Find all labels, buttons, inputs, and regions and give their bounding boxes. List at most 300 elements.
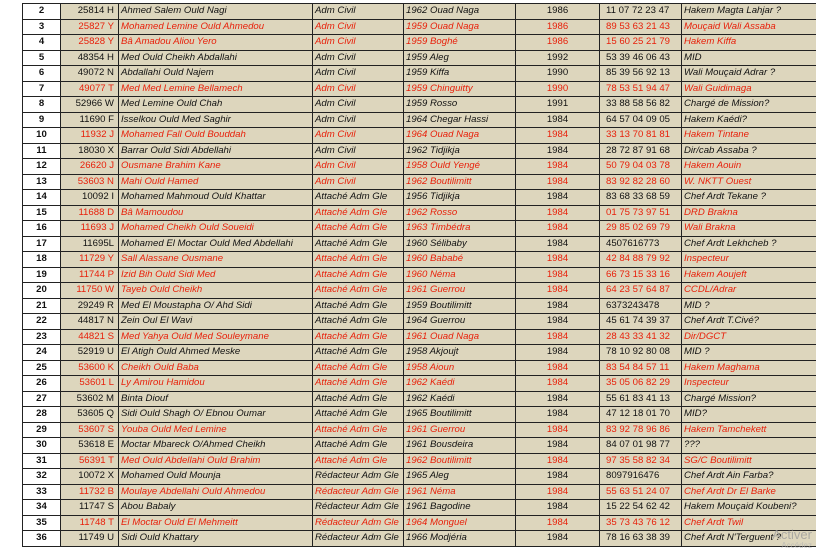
position-cell: Wali Brakna	[682, 221, 816, 237]
matricule-cell: 11729 Y	[61, 252, 119, 268]
birth-cell: 1964 Guerrou	[404, 314, 516, 330]
left-margin	[0, 0, 20, 548]
phone-cell: 85 39 56 92 13	[600, 66, 682, 82]
table-row	[23, 4, 816, 20]
position-cell: Chef Ardt Twil	[682, 515, 816, 531]
position-cell: Dir/cab Assaba ?	[682, 143, 816, 159]
position-cell: Chef Ardt N'Terguent ?	[682, 531, 816, 547]
name-cell: Youba Ould Med Lemine	[119, 422, 313, 438]
corps-cell: Rédacteur Adm Gle	[313, 515, 404, 531]
corps-cell: Rédacteur Adm Gle	[313, 469, 404, 485]
corps-cell: Attaché Adm Gle	[313, 283, 404, 299]
recruitment-year-cell: 1984	[516, 283, 600, 299]
phone-cell: 15 60 25 21 79	[600, 35, 682, 51]
matricule-cell: 11744 P	[61, 267, 119, 283]
phone-cell: 50 79 04 03 78	[600, 159, 682, 175]
corps-cell: Adm Civil	[313, 128, 404, 144]
birth-cell: 1959 Kiffa	[404, 66, 516, 82]
table-row	[23, 267, 816, 283]
corps-cell: Adm Civil	[313, 66, 404, 82]
row-number: 23	[23, 329, 61, 345]
corps-cell: Adm Civil	[313, 143, 404, 159]
recruitment-year-cell: 1984	[516, 500, 600, 516]
matricule-cell: 53602 M	[61, 391, 119, 407]
recruitment-year-cell: 1984	[516, 159, 600, 175]
corps-cell: Attaché Adm Gle	[313, 360, 404, 376]
table-row	[23, 422, 816, 438]
birth-cell: 1962 Rosso	[404, 205, 516, 221]
table-row	[23, 360, 816, 376]
matricule-cell: 53603 N	[61, 174, 119, 190]
table-row	[23, 252, 816, 268]
corps-cell: Rédacteur Adm Gle	[313, 500, 404, 516]
phone-cell: 78 10 92 80 08	[600, 345, 682, 361]
recruitment-year-cell: 1984	[516, 407, 600, 423]
corps-cell: Adm Civil	[313, 112, 404, 128]
birth-cell: 1961 Guerrou	[404, 422, 516, 438]
matricule-cell: 11688 D	[61, 205, 119, 221]
personnel-table	[22, 3, 816, 547]
recruitment-year-cell: 1986	[516, 35, 600, 51]
name-cell: Isselkou Ould Med Saghir	[119, 112, 313, 128]
matricule-cell: 25814 H	[61, 4, 119, 20]
row-number: 36	[23, 531, 61, 547]
name-cell: Mohamed Fall Ould Bouddah	[119, 128, 313, 144]
position-cell: Chef Ardt Tekane ?	[682, 190, 816, 206]
position-cell: Hakem Kaédi?	[682, 112, 816, 128]
recruitment-year-cell: 1990	[516, 81, 600, 97]
corps-cell: Attaché Adm Gle	[313, 407, 404, 423]
birth-cell: 1964 Chegar Hassi	[404, 112, 516, 128]
phone-cell: 35 73 43 76 12	[600, 515, 682, 531]
recruitment-year-cell: 1984	[516, 376, 600, 392]
name-cell: Ahmed Salem Ould Nagi	[119, 4, 313, 20]
matricule-cell: 52919 U	[61, 345, 119, 361]
table-row	[23, 484, 816, 500]
position-cell: Hakem Maghama	[682, 360, 816, 376]
recruitment-year-cell: 1990	[516, 66, 600, 82]
corps-cell: Attaché Adm Gle	[313, 345, 404, 361]
name-cell: El Atigh Ould Ahmed Meske	[119, 345, 313, 361]
corps-cell: Rédacteur Adm Gle	[313, 531, 404, 547]
phone-cell: 55 63 51 24 07	[600, 484, 682, 500]
position-cell: Hakem Tamchekett	[682, 422, 816, 438]
recruitment-year-cell: 1984	[516, 252, 600, 268]
table-row	[23, 469, 816, 485]
phone-cell: 28 43 33 41 32	[600, 329, 682, 345]
matricule-cell: 25827 Y	[61, 19, 119, 35]
birth-cell: 1961 Ouad Naga	[404, 329, 516, 345]
name-cell: Abdallahi Ould Najem	[119, 66, 313, 82]
phone-cell: 83 92 82 28 60	[600, 174, 682, 190]
row-number: 3	[23, 19, 61, 35]
matricule-cell: 53607 S	[61, 422, 119, 438]
name-cell: Cheikh Ould Baba	[119, 360, 313, 376]
phone-cell: 83 92 78 96 86	[600, 422, 682, 438]
name-cell: Ousmane Brahim Kane	[119, 159, 313, 175]
position-cell: Chargé Mission?	[682, 391, 816, 407]
name-cell: El Moctar Ould El Mehmeitt	[119, 515, 313, 531]
name-cell: Ly Amirou Hamidou	[119, 376, 313, 392]
matricule-cell: 29249 R	[61, 298, 119, 314]
recruitment-year-cell: 1984	[516, 221, 600, 237]
phone-cell: 28 72 87 91 68	[600, 143, 682, 159]
row-number: 19	[23, 267, 61, 283]
table-row	[23, 35, 816, 51]
birth-cell: 1965 Boutilimitt	[404, 407, 516, 423]
corps-cell: Adm Civil	[313, 174, 404, 190]
row-number: 7	[23, 81, 61, 97]
recruitment-year-cell: 1984	[516, 391, 600, 407]
matricule-cell: 49077 T	[61, 81, 119, 97]
name-cell: Abou Babaly	[119, 500, 313, 516]
matricule-cell: 52966 W	[61, 97, 119, 113]
matricule-cell: 44821 S	[61, 329, 119, 345]
position-cell: Wali Guidimaga	[682, 81, 816, 97]
birth-cell: 1962 Boutilimitt	[404, 453, 516, 469]
birth-cell: 1962 Kaédi	[404, 376, 516, 392]
table-row	[23, 221, 816, 237]
name-cell: Moulaye Abdellahi Ould Ahmedou	[119, 484, 313, 500]
row-number: 29	[23, 422, 61, 438]
row-number: 12	[23, 159, 61, 175]
phone-cell: 66 73 15 33 16	[600, 267, 682, 283]
matricule-cell: 44817 N	[61, 314, 119, 330]
position-cell: Chef Ardt Ain Farba?	[682, 469, 816, 485]
corps-cell: Adm Civil	[313, 35, 404, 51]
phone-cell: 83 68 33 68 59	[600, 190, 682, 206]
name-cell: Zein Oul El Wavi	[119, 314, 313, 330]
row-number: 4	[23, 35, 61, 51]
matricule-cell: 11749 U	[61, 531, 119, 547]
name-cell: Mohamed Lemine Ould Ahmedou	[119, 19, 313, 35]
name-cell: Bâ Mamoudou	[119, 205, 313, 221]
matricule-cell: 25828 Y	[61, 35, 119, 51]
recruitment-year-cell: 1991	[516, 97, 600, 113]
phone-cell: 15 22 54 62 42	[600, 500, 682, 516]
position-cell: MID?	[682, 407, 816, 423]
phone-cell: 97 35 58 82 34	[600, 453, 682, 469]
birth-cell: 1962 Ouad Naga	[404, 4, 516, 20]
position-cell: Hakem Aouin	[682, 159, 816, 175]
row-number: 26	[23, 376, 61, 392]
table-row	[23, 438, 816, 454]
matricule-cell: 10092 I	[61, 190, 119, 206]
birth-cell: 1961 Bousdeira	[404, 438, 516, 454]
corps-cell: Attaché Adm Gle	[313, 376, 404, 392]
corps-cell: Adm Civil	[313, 81, 404, 97]
table-row	[23, 298, 816, 314]
table-row	[23, 391, 816, 407]
corps-cell: Attaché Adm Gle	[313, 252, 404, 268]
recruitment-year-cell: 1984	[516, 267, 600, 283]
recruitment-year-cell: 1984	[516, 128, 600, 144]
recruitment-year-cell: 1984	[516, 345, 600, 361]
corps-cell: Adm Civil	[313, 19, 404, 35]
birth-cell: 1960 Néma	[404, 267, 516, 283]
recruitment-year-cell: 1984	[516, 174, 600, 190]
birth-cell: 1959 Chinguitty	[404, 81, 516, 97]
table-row	[23, 128, 816, 144]
name-cell: Moctar Mbareck O/Ahmed Cheikh	[119, 438, 313, 454]
phone-cell: 89 53 63 21 43	[600, 19, 682, 35]
row-number: 34	[23, 500, 61, 516]
birth-cell: 1960 Bababé	[404, 252, 516, 268]
name-cell: Bâ Amadou Aliou Yero	[119, 35, 313, 51]
row-number: 14	[23, 190, 61, 206]
row-number: 33	[23, 484, 61, 500]
row-number: 6	[23, 66, 61, 82]
row-number: 15	[23, 205, 61, 221]
table-row	[23, 283, 816, 299]
table-row	[23, 190, 816, 206]
corps-cell: Attaché Adm Gle	[313, 205, 404, 221]
corps-cell: Attaché Adm Gle	[313, 190, 404, 206]
table-row	[23, 66, 816, 82]
position-cell: Dir/DGCT	[682, 329, 816, 345]
table-row	[23, 329, 816, 345]
row-number: 27	[23, 391, 61, 407]
table-row	[23, 407, 816, 423]
name-cell: Barrar Ould Sidi Abdellahi	[119, 143, 313, 159]
name-cell: Tayeb Ould Cheikh	[119, 283, 313, 299]
position-cell: Hakem Tintane	[682, 128, 816, 144]
matricule-cell: 48354 H	[61, 50, 119, 66]
recruitment-year-cell: 1984	[516, 515, 600, 531]
position-cell: Hakem Mouçaid Koubeni?	[682, 500, 816, 516]
name-cell: Binta Diouf	[119, 391, 313, 407]
recruitment-year-cell: 1984	[516, 531, 600, 547]
corps-cell: Attaché Adm Gle	[313, 422, 404, 438]
corps-cell: Adm Civil	[313, 4, 404, 20]
position-cell: Wali Mouçaid Adrar ?	[682, 66, 816, 82]
table-row	[23, 159, 816, 175]
recruitment-year-cell: 1986	[516, 4, 600, 20]
birth-cell: 1959 Ouad Naga	[404, 19, 516, 35]
row-number: 31	[23, 453, 61, 469]
corps-cell: Attaché Adm Gle	[313, 329, 404, 345]
table-row	[23, 81, 816, 97]
matricule-cell: 53600 K	[61, 360, 119, 376]
birth-cell: 1958 Ould Yengé	[404, 159, 516, 175]
row-number: 20	[23, 283, 61, 299]
name-cell: Mohamed Ould Mounja	[119, 469, 313, 485]
phone-cell: 45 61 74 39 37	[600, 314, 682, 330]
matricule-cell: 11732 B	[61, 484, 119, 500]
corps-cell: Adm Civil	[313, 97, 404, 113]
phone-cell: 11 07 72 23 47	[600, 4, 682, 20]
recruitment-year-cell: 1984	[516, 112, 600, 128]
corps-cell: Attaché Adm Gle	[313, 438, 404, 454]
row-number: 2	[23, 4, 61, 20]
position-cell: W. NKTT Ouest	[682, 174, 816, 190]
table-row	[23, 174, 816, 190]
matricule-cell: 11693 J	[61, 221, 119, 237]
recruitment-year-cell: 1984	[516, 438, 600, 454]
row-number: 5	[23, 50, 61, 66]
birth-cell: 1962 Tidjikja	[404, 143, 516, 159]
position-cell: MID	[682, 50, 816, 66]
row-number: 22	[23, 314, 61, 330]
row-number: 25	[23, 360, 61, 376]
birth-cell: 1960 Sélibaby	[404, 236, 516, 252]
personnel-sheet	[22, 3, 816, 547]
name-cell: Izid Bih Ould Sidi Med	[119, 267, 313, 283]
birth-cell: 1966 Modjéria	[404, 531, 516, 547]
recruitment-year-cell: 1986	[516, 19, 600, 35]
birth-cell: 1959 Rosso	[404, 97, 516, 113]
name-cell: Med Lemine Ould Chah	[119, 97, 313, 113]
recruitment-year-cell: 1992	[516, 50, 600, 66]
recruitment-year-cell: 1984	[516, 314, 600, 330]
recruitment-year-cell: 1984	[516, 329, 600, 345]
matricule-cell: 11690 F	[61, 112, 119, 128]
table-row	[23, 500, 816, 516]
recruitment-year-cell: 1984	[516, 360, 600, 376]
table-row	[23, 376, 816, 392]
birth-cell: 1961 Néma	[404, 484, 516, 500]
name-cell: Med Ould Abdellahi Ould Brahim	[119, 453, 313, 469]
corps-cell: Attaché Adm Gle	[313, 453, 404, 469]
birth-cell: 1958 Aioun	[404, 360, 516, 376]
position-cell: CCDL/Adrar	[682, 283, 816, 299]
phone-cell: 55 61 83 41 13	[600, 391, 682, 407]
table-row	[23, 19, 816, 35]
row-number: 11	[23, 143, 61, 159]
phone-cell: 78 53 51 94 47	[600, 81, 682, 97]
name-cell: Mohamed Mahmoud Ould Khattar	[119, 190, 313, 206]
name-cell: Med El Moustapha O/ Ahd Sidi	[119, 298, 313, 314]
position-cell: SG/C Boutilimitt	[682, 453, 816, 469]
position-cell: Inspecteur	[682, 376, 816, 392]
name-cell: Mohamed El Moctar Ould Med Abdellahi	[119, 236, 313, 252]
matricule-cell: 53618 E	[61, 438, 119, 454]
table-row	[23, 515, 816, 531]
recruitment-year-cell: 1984	[516, 143, 600, 159]
row-number: 8	[23, 97, 61, 113]
corps-cell: Attaché Adm Gle	[313, 267, 404, 283]
table-row	[23, 97, 816, 113]
matricule-cell: 11750 W	[61, 283, 119, 299]
row-number: 18	[23, 252, 61, 268]
phone-cell: 47 12 18 01 70	[600, 407, 682, 423]
position-cell: DRD Brakna	[682, 205, 816, 221]
recruitment-year-cell: 1984	[516, 236, 600, 252]
name-cell: Med Med Lemine Bellamech	[119, 81, 313, 97]
row-number: 35	[23, 515, 61, 531]
matricule-cell: 11695L	[61, 236, 119, 252]
row-number: 13	[23, 174, 61, 190]
table-row	[23, 345, 816, 361]
birth-cell: 1964 Ouad Naga	[404, 128, 516, 144]
birth-cell: 1962 Boutilimitt	[404, 174, 516, 190]
birth-cell: 1959 Aleg	[404, 50, 516, 66]
phone-cell: 29 85 02 69 79	[600, 221, 682, 237]
table-row	[23, 531, 816, 547]
corps-cell: Attaché Adm Gle	[313, 236, 404, 252]
table-row	[23, 453, 816, 469]
phone-cell: 64 23 57 64 87	[600, 283, 682, 299]
table-row	[23, 50, 816, 66]
position-cell: MID ?	[682, 298, 816, 314]
row-number: 17	[23, 236, 61, 252]
birth-cell: 1961 Guerrou	[404, 283, 516, 299]
row-number: 30	[23, 438, 61, 454]
recruitment-year-cell: 1984	[516, 190, 600, 206]
phone-cell: 35 05 06 82 29	[600, 376, 682, 392]
position-cell: Chef Ardt Lekhcheb ?	[682, 236, 816, 252]
name-cell: Sidi Ould Shagh O/ Ebnou Oumar	[119, 407, 313, 423]
phone-cell: 6373243478	[600, 298, 682, 314]
corps-cell: Attaché Adm Gle	[313, 314, 404, 330]
corps-cell: Adm Civil	[313, 50, 404, 66]
phone-cell: 53 39 46 06 43	[600, 50, 682, 66]
phone-cell: 83 54 84 57 11	[600, 360, 682, 376]
position-cell: MID ?	[682, 345, 816, 361]
birth-cell: 1963 Timbédra	[404, 221, 516, 237]
table-row	[23, 143, 816, 159]
matricule-cell: 53601 L	[61, 376, 119, 392]
position-cell: Hakem Kiffa	[682, 35, 816, 51]
windows-activation-watermark-sub: Accédez	[781, 541, 812, 550]
name-cell: Mahi Ould Hamed	[119, 174, 313, 190]
table-row	[23, 205, 816, 221]
corps-cell: Rédacteur Adm Gle	[313, 484, 404, 500]
name-cell: Med Yahya Ould Med Souleymane	[119, 329, 313, 345]
phone-cell: 78 16 63 38 39	[600, 531, 682, 547]
birth-cell: 1959 Boghé	[404, 35, 516, 51]
matricule-cell: 11747 S	[61, 500, 119, 516]
recruitment-year-cell: 1984	[516, 205, 600, 221]
matricule-cell: 11932 J	[61, 128, 119, 144]
phone-cell: 42 84 88 79 92	[600, 252, 682, 268]
matricule-cell: 49072 N	[61, 66, 119, 82]
phone-cell: 64 57 04 09 05	[600, 112, 682, 128]
row-number: 9	[23, 112, 61, 128]
matricule-cell: 11748 T	[61, 515, 119, 531]
corps-cell: Attaché Adm Gle	[313, 391, 404, 407]
corps-cell: Adm Civil	[313, 159, 404, 175]
matricule-cell: 53605 Q	[61, 407, 119, 423]
phone-cell: 4507616773	[600, 236, 682, 252]
phone-cell: 01 75 73 97 51	[600, 205, 682, 221]
birth-cell: 1956 Tidjikja	[404, 190, 516, 206]
table-row	[23, 112, 816, 128]
row-number: 24	[23, 345, 61, 361]
corps-cell: Attaché Adm Gle	[313, 221, 404, 237]
row-number: 21	[23, 298, 61, 314]
row-number: 32	[23, 469, 61, 485]
matricule-cell: 26620 J	[61, 159, 119, 175]
row-number: 28	[23, 407, 61, 423]
position-cell: Mouçaid Wali Assaba	[682, 19, 816, 35]
position-cell: Hakem Magta Lahjar ?	[682, 4, 816, 20]
phone-cell: 33 13 70 81 81	[600, 128, 682, 144]
position-cell: ???	[682, 438, 816, 454]
phone-cell: 33 88 58 56 82	[600, 97, 682, 113]
birth-cell: 1964 Monguel	[404, 515, 516, 531]
birth-cell: 1958 Akjoujt	[404, 345, 516, 361]
position-cell: Hakem Aoujeft	[682, 267, 816, 283]
matricule-cell: 56391 T	[61, 453, 119, 469]
name-cell: Mohamed Cheikh Ould Soueidi	[119, 221, 313, 237]
matricule-cell: 18030 X	[61, 143, 119, 159]
name-cell: Sidi Ould Khattary	[119, 531, 313, 547]
phone-cell: 8097916476	[600, 469, 682, 485]
table-row	[23, 314, 816, 330]
recruitment-year-cell: 1984	[516, 453, 600, 469]
phone-cell: 84 07 01 98 77	[600, 438, 682, 454]
